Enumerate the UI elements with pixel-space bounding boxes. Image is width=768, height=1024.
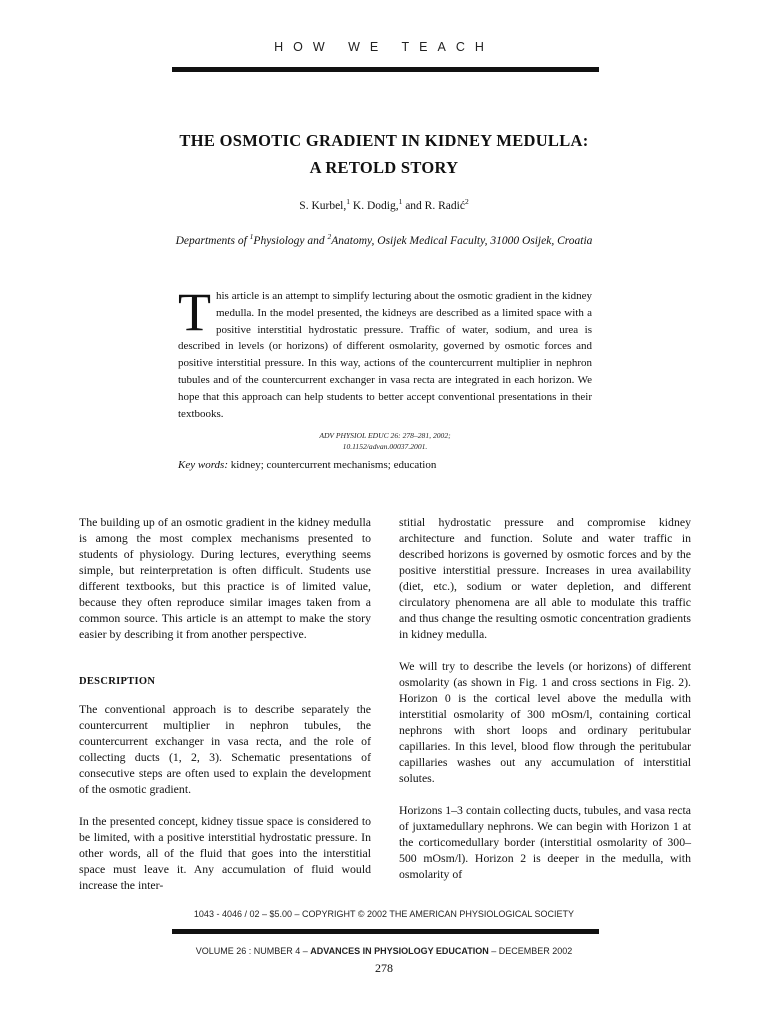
article-title xyxy=(0,127,768,181)
paragraph: The conventional approach is to describe separately the countercurrent multiplier in nephron tubules, the countercurrent exchanger in vasa recta, and the role of collecting ducts (1, 2, 3). Schematic presentations of consecutive steps are often used to explain the development of the osmotic gradient. xyxy=(79,702,371,796)
paragraph: In the presented concept, kidney tissue space is considered to be limited, with a positive interstitial hydrostatic pressure. In other words, all of the fluid that goes into the interstitial space must leave it. Any accumulation of fluid would increase the inter- xyxy=(79,814,371,892)
paragraph: We will try to describe the levels (or horizons) of different osmolarity (as shown in Fig. 1 and cross sections in Fig. 2). Horizon 0 is the cortical level above the medulla with interstitial osmolarity of 300 mOsm/l, containing cortical nephrons with short loops and ordinary peritubular capillaries. In this level, blood flow through the peritubular capillaries washes out any accumulation of interstitial solutes. xyxy=(399,659,691,785)
citation xyxy=(178,430,592,452)
affiliation-sup-2: 2 xyxy=(327,232,332,242)
abstract-text: his article is an attempt to simplify lecturing about the osmotic gradient in the kidney medulla. In the model presented, the kidneys are described as a limited space with a positive interstitial hydrostatic pressure. Traffic of water, sodium, and urea is described in levels (or horizons) of different osmolarity, governed by osmotic forces and positive interstitial pressure. In this way, actions of the countercurrent multiplier in nephron tubules and of the countercurrent exchanger in vasa recta are integrated in each horizon. We hope that this approach can help students to better accept conventional presentations in their textbooks. xyxy=(178,290,592,420)
author-list xyxy=(0,197,768,212)
keywords xyxy=(178,459,592,471)
issue-date: – DECEMBER 2002 xyxy=(488,946,573,956)
journal-name: ADVANCES IN PHYSIOLOGY EDUCATION xyxy=(310,946,489,956)
top-rule xyxy=(172,67,599,72)
paragraph: The building up of an osmotic gradient in the kidney medulla is among the most complex mechanisms presented to students of physiology. During lectures, everything seems simple, but reinterpretation is often difficult. Students use different textbooks, but this practice is of limited value, because they often reproduce similar images taken from a common source. This article is an attempt to make the story easier by describing it from another perspective. xyxy=(79,515,371,641)
author-1-affil: 1 xyxy=(346,197,351,207)
title-line-1: THE OSMOTIC GRADIENT IN KIDNEY MEDULLA: xyxy=(179,131,589,150)
paragraph: stitial hydrostatic pressure and compromise kidney architecture and function. Solute and water traffic in described horizons is governed by osmotic forces and by the positive interstitial pressure. Increases in urea availability (diet, etc.), sodium or water depletion, and different circulatory phenomena are all able to modulate this traffic and thus change the resulting osmotic concentration gradients in kidney medulla. xyxy=(399,515,691,641)
body-column-right xyxy=(399,514,691,882)
keywords-label: Key words: xyxy=(178,459,229,471)
author-2: K. Dodig, xyxy=(352,200,399,212)
keywords-text: kidney; countercurrent mechanisms; education xyxy=(228,459,437,471)
section-heading-description: DESCRIPTION xyxy=(79,676,156,687)
bottom-rule xyxy=(172,929,599,934)
citation-line-1: ADV PHYSIOL EDUC 26: 278–281, 2002; xyxy=(319,431,451,440)
affiliation-dept-1: Physiology and xyxy=(253,235,328,247)
copyright-line: 1043 - 4046 / 02 – $5.00 – COPYRIGHT © 2002 THE AMERICAN PHYSIOLOGICAL SOCIETY xyxy=(193,909,575,919)
section-header: HOW WE TEACH xyxy=(274,40,494,54)
affiliation-prefix: Departments of xyxy=(175,235,250,247)
author-3: and R. Radić xyxy=(405,200,465,212)
volume-info: VOLUME 26 : NUMBER 4 – xyxy=(195,946,311,956)
title-line-2: A RETOLD STORY xyxy=(309,158,459,177)
author-3-affil: 2 xyxy=(464,197,469,207)
affiliation-sup-1: 1 xyxy=(249,232,254,242)
abstract xyxy=(178,282,592,422)
paragraph: Horizons 1–3 contain collecting ducts, tubules, and vasa recta of juxtamedullary nephrons. We can begin with Horizon 1 at the corticomedullary border (interstitial osmolarity of 300–500 mOsm/l). Horizon 2 is deeper in the medulla, with osmolarity of xyxy=(399,803,691,881)
affiliation xyxy=(0,232,768,247)
page-number: 278 xyxy=(375,961,393,975)
drop-cap: T xyxy=(178,282,211,342)
body-column-left xyxy=(79,514,371,893)
author-1: S. Kurbel, xyxy=(299,200,347,212)
affiliation-dept-2: Anatomy, Osijek Medical Faculty, 31000 Osijek, Croatia xyxy=(331,235,593,247)
citation-doi[interactable]: 10.1152/advan.00037.2001. xyxy=(342,442,428,451)
journal-line xyxy=(0,946,768,956)
author-2-affil: 1 xyxy=(398,197,403,207)
